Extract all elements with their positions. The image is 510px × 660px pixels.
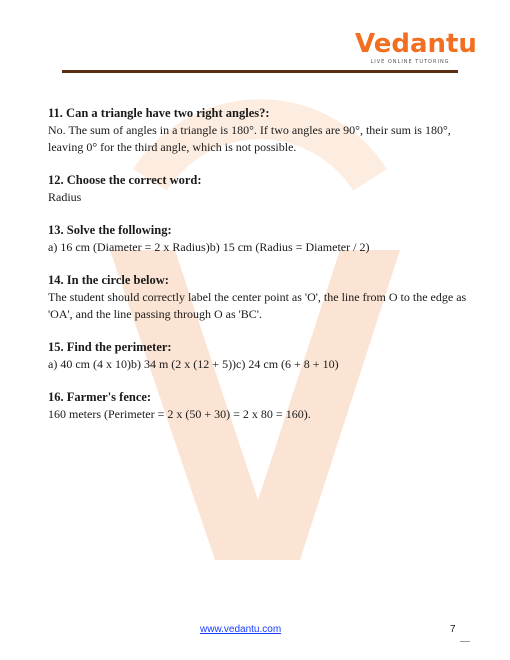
answer-item — [48, 172, 468, 206]
answer-text: No. The sum of angles in a triangle is 180°. If two angles are 90°, their sum is 180°, leaving 0° for the third angle, which is not possible. — [48, 123, 451, 154]
question-heading: 13. Solve the following: — [48, 223, 172, 237]
answer-content — [48, 105, 468, 439]
answer-item — [48, 389, 468, 423]
answer-text: 160 meters (Perimeter = 2 x (50 + 30) = 2 x 80 = 160). — [48, 407, 311, 421]
website-link[interactable]: www.vedantu.com — [200, 624, 282, 635]
vedantu-logo — [355, 29, 477, 65]
logo-wordmark: Vedantu — [355, 29, 477, 59]
question-heading: 14. In the circle below: — [48, 273, 169, 287]
header-divider — [62, 70, 458, 73]
question-heading: 11. Can a triangle have two right angles?: — [48, 106, 270, 120]
answer-item — [48, 272, 468, 323]
question-heading: 12. Choose the correct word: — [48, 173, 202, 187]
answer-text: a) 16 cm (Diameter = 2 x Radius)b) 15 cm (Radius = Diameter / 2) — [48, 240, 370, 254]
question-heading: 16. Farmer's fence: — [48, 390, 152, 404]
answer-item — [48, 222, 468, 256]
answer-text: Radius — [48, 190, 82, 204]
answer-item — [48, 105, 468, 156]
page-number: 7 — [450, 624, 456, 635]
answer-item — [48, 339, 468, 373]
answer-text: The student should correctly label the center point as 'O', the line from O to the edge as 'OA', and the line passing through O as 'BC'. — [48, 290, 467, 321]
answer-text: a) 40 cm (4 x 10)b) 34 m (2 x (12 + 5))c) 24 cm (6 + 8 + 10) — [48, 357, 339, 371]
question-heading: 15. Find the perimeter: — [48, 340, 172, 354]
footer-divider — [460, 641, 470, 642]
logo-tagline: LIVE ONLINE TUTORING — [370, 59, 450, 65]
